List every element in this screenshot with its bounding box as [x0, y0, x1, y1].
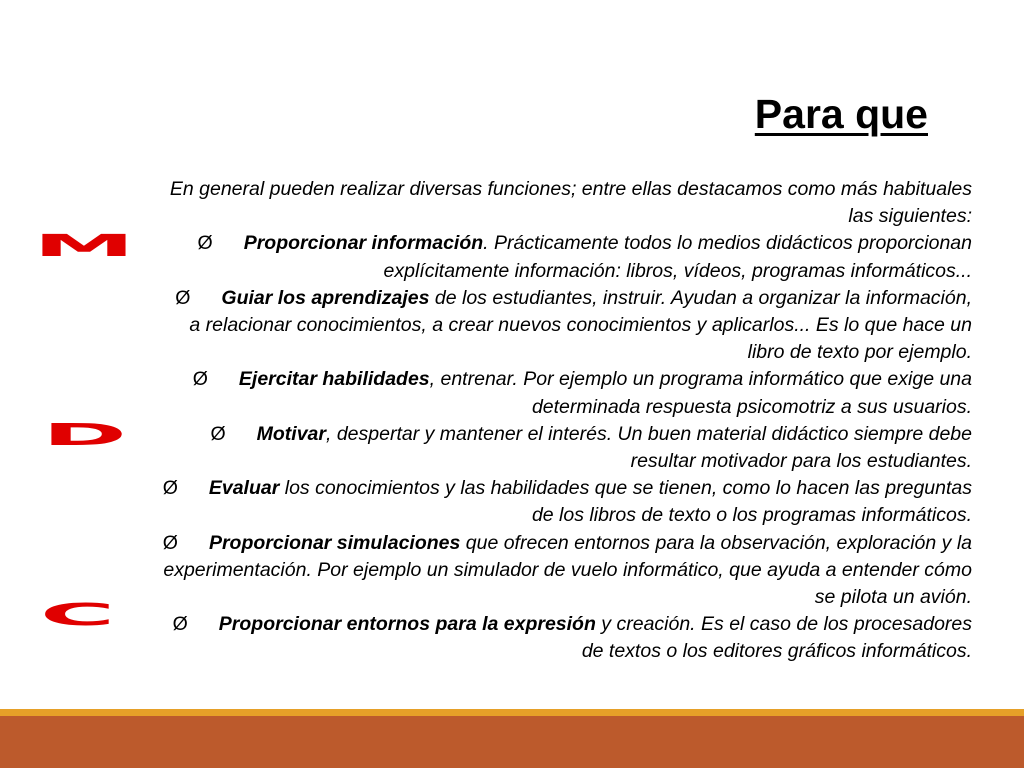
list-item: [160, 230, 972, 284]
item-bold-text: Motivar: [256, 422, 326, 445]
bullet-icon: Ø: [172, 613, 188, 636]
item-text: que ofrecen entornos para la observación, exploración y la experimentación. Por ejemplo un simulador de vuelo informático, que ayuda a entender cómo se pilota un avión.: [163, 531, 972, 609]
slide-title: Para que: [754, 91, 928, 137]
list-item: [160, 366, 972, 420]
side-letter-c: C: [40, 597, 116, 633]
list-item: [160, 611, 972, 665]
intro-paragraph: En general pueden realizar diversas funciones; entre ellas destacamos como más habituales las siguientes:: [169, 178, 972, 228]
bullet-icon: Ø: [162, 531, 178, 554]
footer-bar: [0, 716, 1024, 768]
bullet-icon: Ø: [162, 477, 178, 500]
bullet-icon: Ø: [175, 286, 191, 309]
item-bold-text: Proporcionar simulaciones: [208, 531, 461, 554]
side-letter-d: D: [42, 417, 128, 453]
bullet-icon: Ø: [197, 232, 213, 255]
list-item: [160, 421, 972, 475]
item-text: . Prácticamente todos lo medios didácticos proporcionan explícitamente información: libros, vídeos, programas informáticos...: [383, 232, 972, 282]
item-text: , despertar y mantener el interés. Un buen material didáctico siempre debe resultar motivador para los estudiantes.: [325, 422, 972, 473]
bullet-icon: Ø: [192, 368, 208, 391]
side-letter-m: M: [33, 228, 136, 264]
item-text: y creación. Es el caso de los procesadores de textos o los editores gráficos informáticos.: [581, 613, 972, 663]
item-bold-text: Ejercitar habilidades: [238, 368, 430, 391]
item-bold-text: Evaluar: [208, 477, 280, 500]
list-item: [160, 475, 972, 529]
item-bold-text: Guiar los aprendizajes: [221, 286, 430, 309]
item-text: de los estudiantes, instruir. Ayudan a organizar la información, a relacionar conocimientos, a crear nuevos conocimientos y aplicarlos... Es lo que hace un libro de texto por ejemplo.: [189, 286, 972, 364]
item-bold-text: Proporcionar entornos para la expresión: [218, 613, 596, 636]
bullet-icon: Ø: [210, 422, 226, 445]
list-item: [160, 285, 972, 367]
item-text: los conocimientos y las habilidades que se tienen, como lo hacen las preguntas de los libros de texto o los programas informáticos.: [279, 477, 972, 527]
list-item: [160, 530, 972, 612]
slide-body: [160, 176, 972, 666]
item-bold-text: Proporcionar información: [243, 232, 484, 255]
item-text: , entrenar. Por ejemplo un programa informático que exige una determinada respuesta psicomotriz a sus usuarios.: [429, 368, 972, 418]
footer-accent-bar: [0, 709, 1024, 716]
